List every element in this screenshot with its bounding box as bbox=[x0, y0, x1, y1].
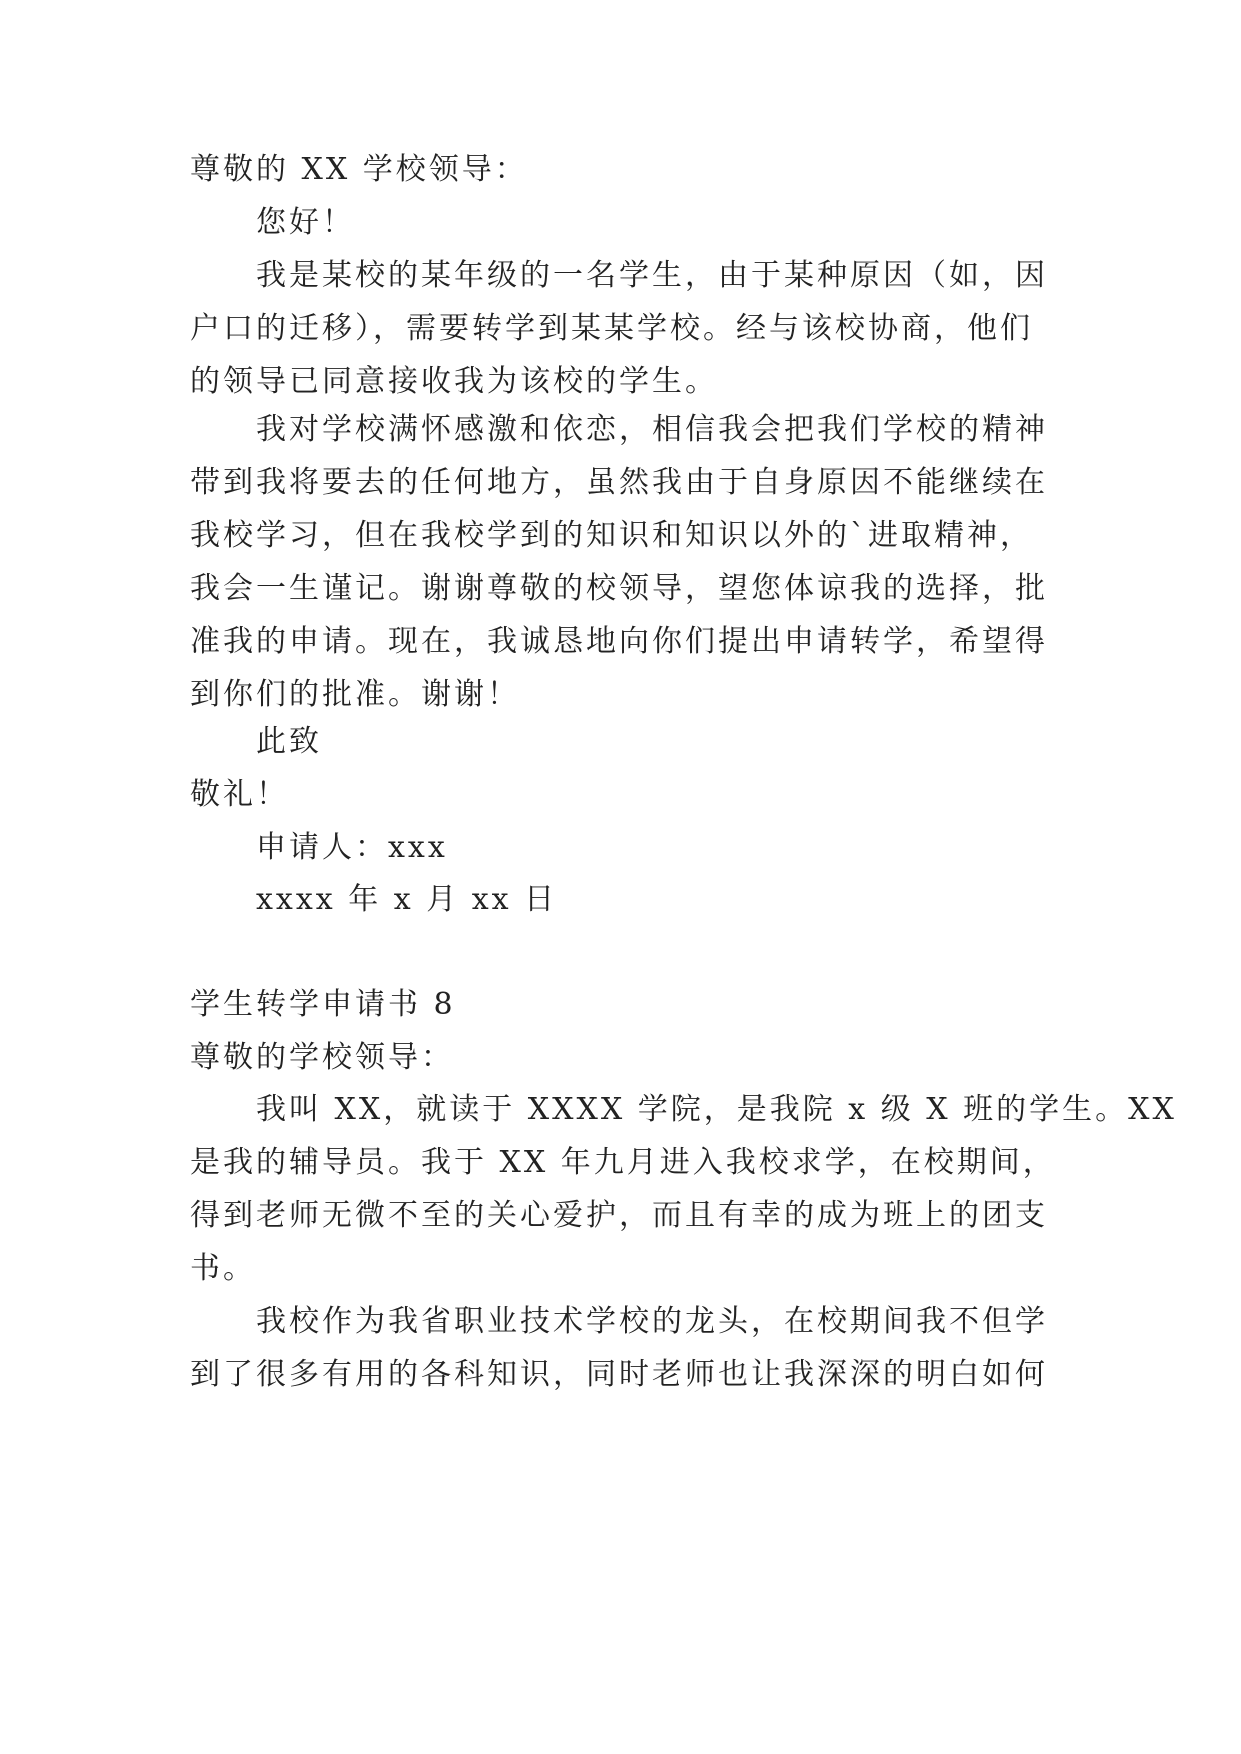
letter1-regards: 敬礼！ bbox=[190, 777, 289, 812]
letter1-greeting: 您好！ bbox=[256, 205, 355, 240]
letter1-para2-line: 带到我将要去的任何地方，虽然我由于自身原因不能继续在 bbox=[190, 465, 1048, 500]
letter2-para1-line: 我叫 XX，就读于 XXXX 学院，是我院 x 级 X 班的学生。XX bbox=[256, 1092, 1177, 1127]
letter1-applicant: 申请人：xxx bbox=[256, 830, 448, 865]
letter2-para2-line: 我校作为我省职业技术学校的龙头，在校期间我不但学 bbox=[256, 1304, 1048, 1339]
letter2-salutation: 尊敬的学校领导： bbox=[190, 1040, 454, 1075]
letter2-para1-line: 是我的辅导员。我于 XX 年九月进入我校求学，在校期间， bbox=[190, 1145, 1056, 1180]
letter1-para2-line: 我对学校满怀感激和依恋，相信我会把我们学校的精神 bbox=[256, 412, 1048, 447]
letter2-para1-line: 书。 bbox=[190, 1251, 256, 1286]
letter1-para1-line: 我是某校的某年级的一名学生，由于某种原因（如，因 bbox=[256, 258, 1048, 293]
letter1-para1-line: 户口的迁移），需要转学到某某学校。经与该校协商，他们 bbox=[190, 311, 1033, 346]
letter2-title: 学生转学申请书 8 bbox=[190, 987, 456, 1022]
letter2-para2-line: 到了很多有用的各科知识，同时老师也让我深深的明白如何 bbox=[190, 1357, 1048, 1392]
letter1-date: xxxx 年 x 月 xx 日 bbox=[256, 882, 558, 917]
letter1-closing: 此致 bbox=[256, 724, 322, 759]
letter2-para1-line: 得到老师无微不至的关心爱护，而且有幸的成为班上的团支 bbox=[190, 1198, 1048, 1233]
letter1-salutation: 尊敬的 XX 学校领导： bbox=[190, 152, 528, 187]
letter1-para2-line: 我会一生谨记。谢谢尊敬的校领导，望您体谅我的选择，批 bbox=[190, 571, 1048, 606]
letter1-para2-line: 准我的申请。现在，我诚恳地向你们提出申请转学，希望得 bbox=[190, 624, 1048, 659]
letter1-para2-line: 到你们的批准。谢谢！ bbox=[190, 677, 520, 712]
letter1-para1-line: 的领导已同意接收我为该校的学生。 bbox=[190, 364, 718, 399]
letter1-para2-line: 我校学习，但在我校学到的知识和知识以外的`进取精神， bbox=[190, 518, 1033, 553]
